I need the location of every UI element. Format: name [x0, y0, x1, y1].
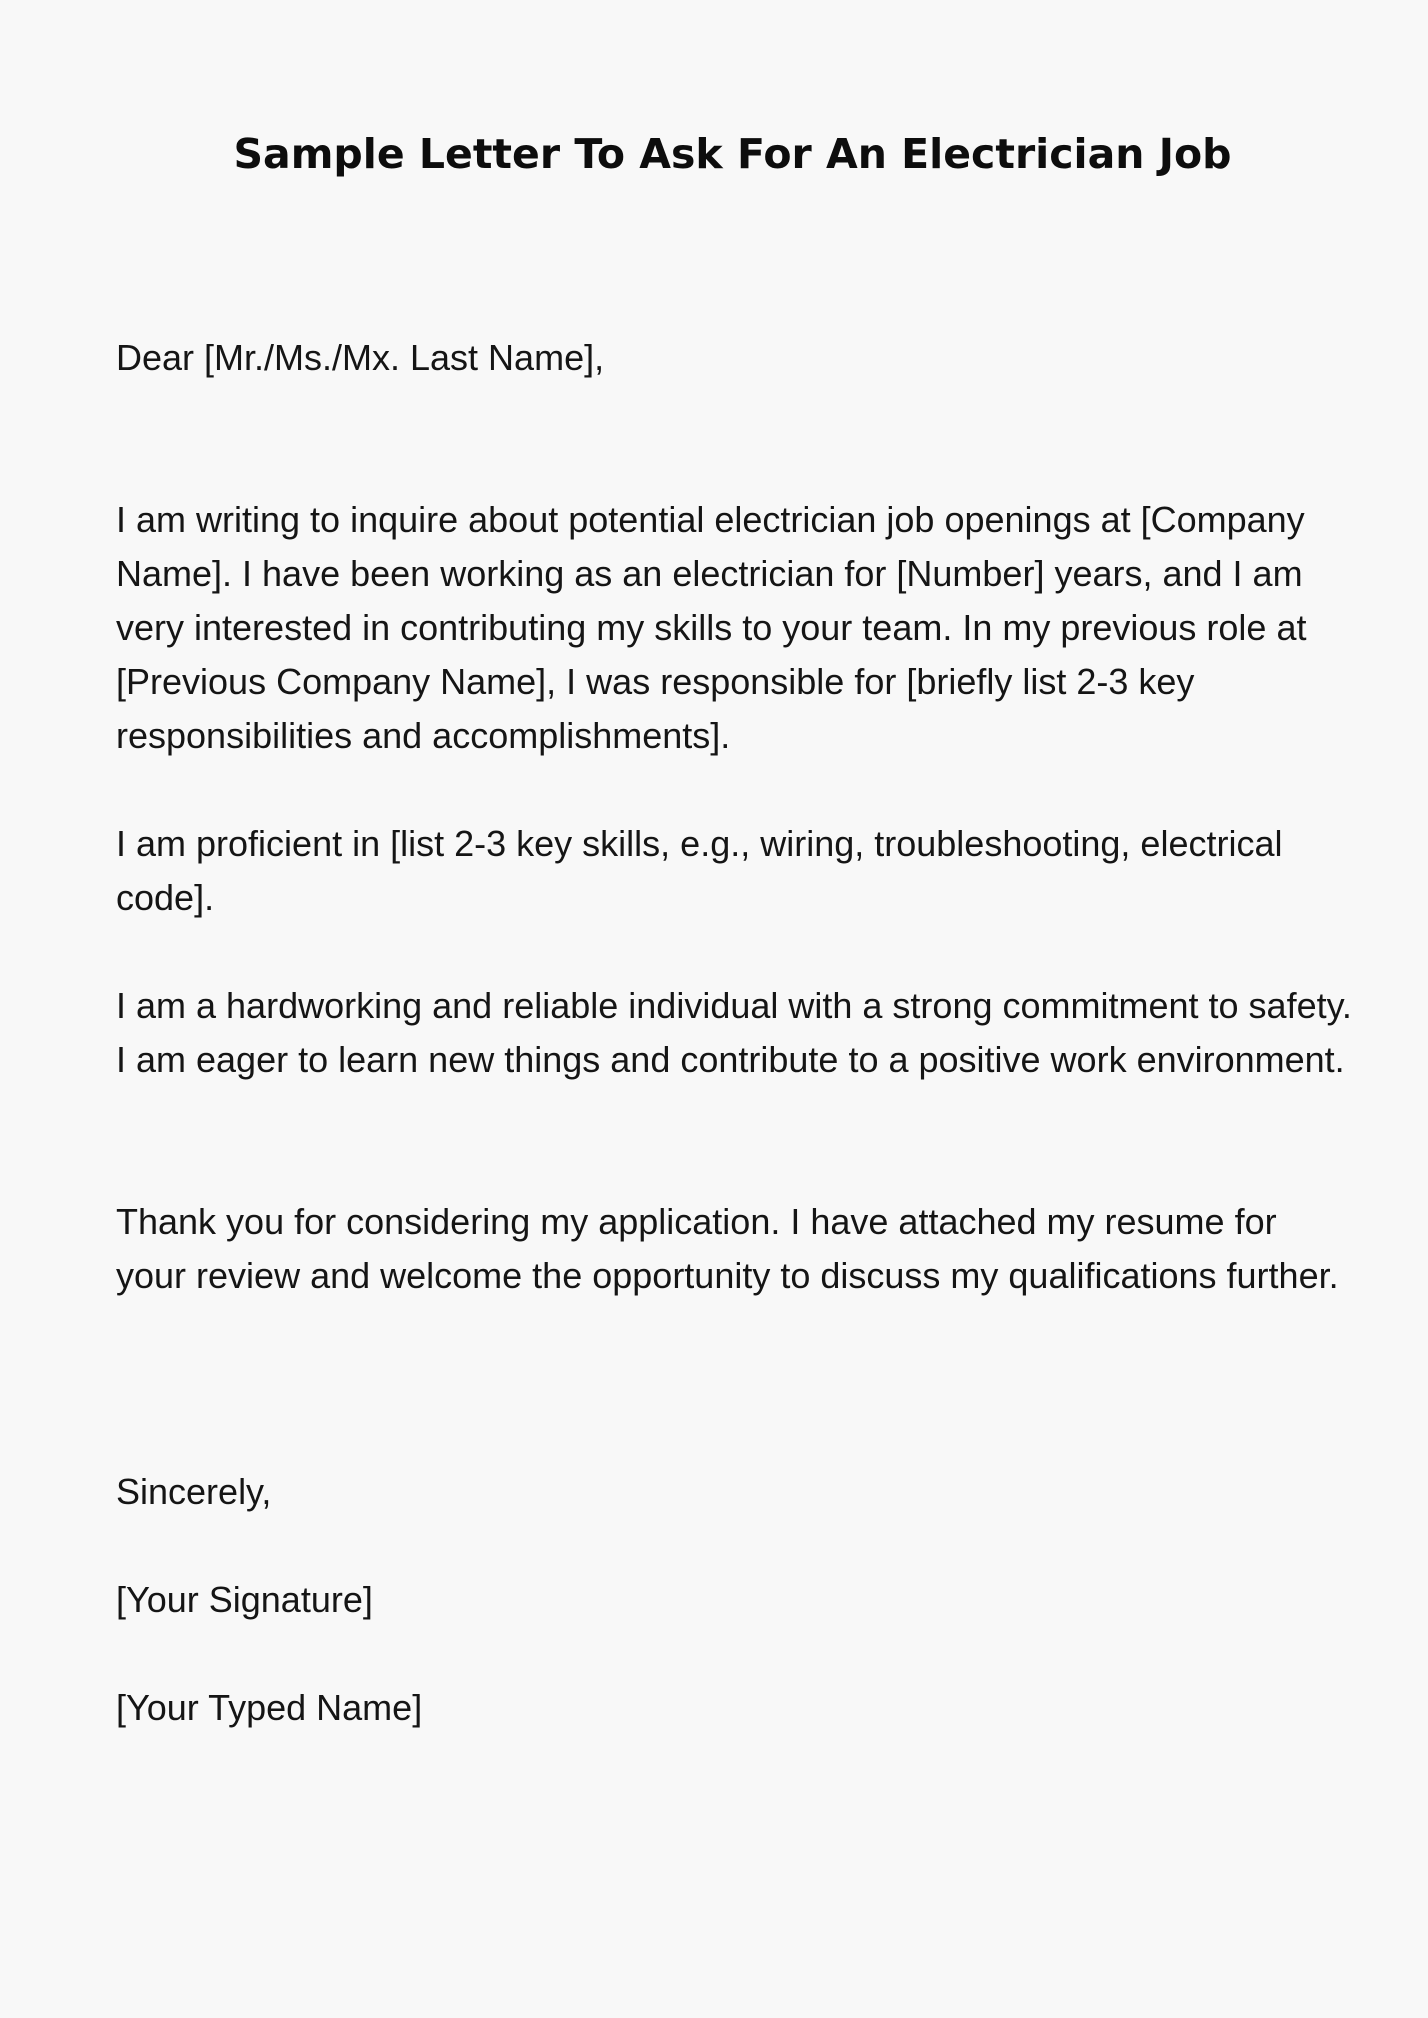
body-paragraph-1: I am writing to inquire about potential electrician job openings at [Company Name]. I have been working as an electrician for [Number] years, and I am very interested in contributing my skills to your team. In my previous role at [Previous Company Name], I was responsible for [briefly list 2-3 key responsibilities and accomplishments].: [116, 499, 1307, 756]
typed-name-placeholder: [Your Typed Name]: [116, 1687, 423, 1728]
body-paragraph-3: I am a hardworking and reliable individual with a strong commitment to safety. I am eager to learn new things and contribute to a positive work environment.: [116, 985, 1352, 1080]
salutation: Dear [Mr./Ms./Mx. Last Name],: [116, 337, 605, 378]
body-paragraph-2: I am proficient in [list 2-3 key skills, e.g., wiring, troubleshooting, electrical code].: [116, 823, 1283, 918]
closing: Sincerely,: [116, 1471, 272, 1512]
letter-title: Sample Letter To Ask For An Electrician Job: [233, 130, 1232, 178]
signature-placeholder: [Your Signature]: [116, 1579, 373, 1620]
body-paragraph-4: Thank you for considering my application. I have attached my resume for your review and welcome the opportunity to discuss my qualifications further.: [116, 1201, 1339, 1296]
